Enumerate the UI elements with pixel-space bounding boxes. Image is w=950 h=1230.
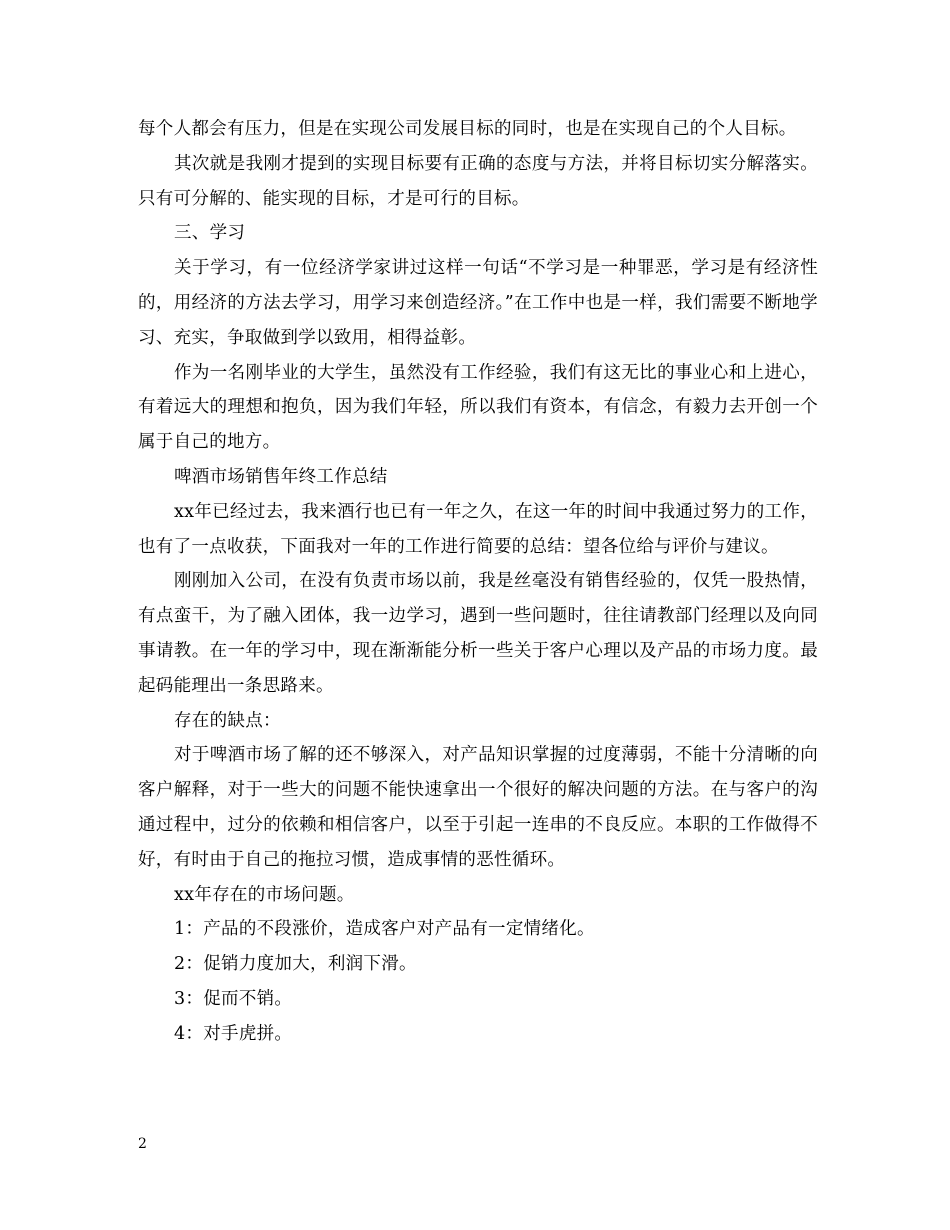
paragraph: 刚刚加入公司，在没有负责市场以前，我是丝毫没有销售经验的，仅凭一股热情，有点蛮干，为了融入团体，我一边学习，遇到一些问题时，往往请教部门经理以及向同事请教。在一年的学习中，现在渐渐能分析一些关于客户心理以及产品的市场力度。最起码能理出一条思路来。 [138, 571, 818, 696]
list-item: 1：产品的不段涨价，造成客户对产品有一定情绪化。 [174, 919, 595, 940]
page-number: 2 [138, 1136, 147, 1152]
section-heading: 存在的缺点： [174, 710, 281, 731]
list-item: 4：对手虎拼。 [174, 1023, 293, 1044]
list-item: 3：促而不销。 [174, 988, 293, 1009]
paragraph: 关于学习，有一位经济学家讲过这样一句话“不学习是一种罪恶，学习是有经济性的，用经济的方法去学习，用学习来创造经济。”在工作中也是一样，我们需要不断地学习、充实，争取做到学以致用，相得益彰。 [138, 258, 818, 348]
paragraph: 对于啤酒市场了解的还不够深入，对产品知识掌握的过度薄弱，不能十分清晰的向客户解释，对于一些大的问题不能快速拿出一个很好的解决问题的方法。在与客户的沟通过程中，过分的依赖和相信客户，以至于引起一连串的不良反应。本职的工作做得不好，有时由于自己的拖拉习惯，造成事情的恶性循环。 [138, 745, 818, 870]
section-heading: 三、学习 [174, 223, 246, 244]
paragraph: 作为一名刚毕业的大学生，虽然没有工作经验，我们有这无比的事业心和上进心，有着远大的理想和抱负，因为我们年轻，所以我们有资本，有信念，有毅力去开创一个属于自己的地方。 [138, 362, 818, 453]
paragraph: xx年已经过去，我来酒行也已有一年之久，在这一年的时间中我通过努力的工作，也有了一点收获，下面我对一年的工作进行简要的总结：望各位给与评价与建议。 [138, 501, 818, 557]
section-heading: xx年存在的市场问题。 [174, 884, 355, 905]
paragraph: 每个人都会有压力，但是在实现公司发展目标的同时，也是在实现自己的个人目标。 [138, 119, 797, 139]
document-subtitle: 啤酒市场销售年终工作总结 [174, 466, 388, 487]
list-item: 2：促销力度加大，利润下滑。 [174, 954, 417, 975]
paragraph: 其次就是我刚才提到的实现目标要有正确的态度与方法，并将目标切实分解落实。只有可分解的、能实现的目标，才是可行的目标。 [138, 153, 818, 209]
document-body [138, 112, 818, 1052]
